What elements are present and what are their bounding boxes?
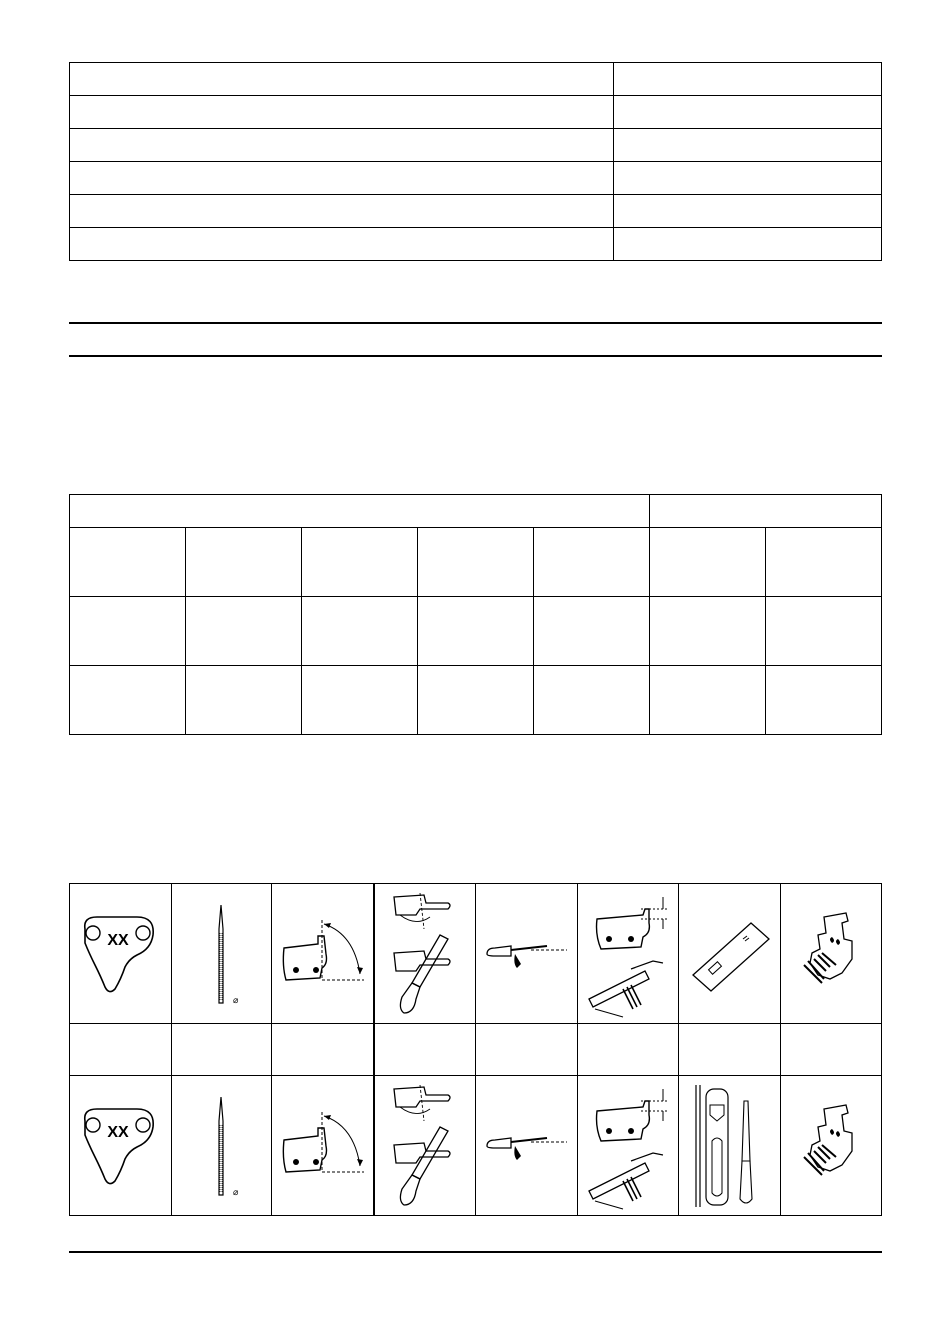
- table-cell: [679, 1076, 781, 1216]
- table-cell: [650, 597, 766, 666]
- file-holder-icon: [390, 1081, 460, 1211]
- table-cell: [475, 1076, 577, 1216]
- depth-gauge-icon: [583, 1081, 673, 1211]
- table-cell: [272, 1024, 374, 1076]
- column-header: [650, 528, 766, 597]
- table-cell: [475, 1024, 577, 1076]
- sharpening-tools-table: [69, 883, 882, 1216]
- table-cell: [679, 884, 781, 1024]
- filing-guide-icon: [796, 1101, 866, 1191]
- table-cell: [614, 228, 882, 261]
- table-cell: [70, 129, 614, 162]
- table-cell: [70, 597, 186, 666]
- table-row: [70, 63, 882, 96]
- table-row: [70, 195, 882, 228]
- table-cell: [70, 884, 172, 1024]
- gauge-marking: XX: [107, 931, 129, 949]
- table-cell: [780, 1024, 881, 1076]
- diameter-symbol: ⌀: [233, 1187, 239, 1198]
- table-header-row: [70, 528, 882, 597]
- table-cell: [70, 666, 186, 735]
- table-cell: [272, 884, 374, 1024]
- table-cell: [475, 884, 577, 1024]
- table-row: [70, 666, 882, 735]
- table-cell: [70, 162, 614, 195]
- table-row: [70, 884, 882, 1024]
- table-cell: [70, 1024, 172, 1076]
- section-rule-top: [69, 322, 882, 324]
- table-cell: [70, 96, 614, 129]
- footer-rule: [69, 1251, 882, 1253]
- gauge-marking: XX: [107, 1123, 129, 1141]
- table-cell: [302, 666, 418, 735]
- section-rule-bottom: [69, 355, 882, 357]
- table-cell: [374, 1076, 476, 1216]
- table-cell: [766, 597, 882, 666]
- table-cell: [577, 1076, 679, 1216]
- depth-gauge-tool-icon: [685, 909, 775, 999]
- table-row: [70, 162, 882, 195]
- column-header: [186, 528, 302, 597]
- table-cell: [186, 597, 302, 666]
- chain-gauge-icon: [75, 909, 165, 999]
- flat-file-icon: [690, 1081, 770, 1211]
- table-cell: [374, 1024, 476, 1076]
- table-cell: [780, 884, 881, 1024]
- table-cell: [766, 666, 882, 735]
- table-cell: [614, 162, 882, 195]
- chain-combination-table: [69, 494, 882, 735]
- round-file-icon: [191, 899, 251, 1009]
- table-row: [70, 129, 882, 162]
- group-header: [650, 495, 882, 528]
- table-cell: [577, 884, 679, 1024]
- table-cell: [534, 597, 650, 666]
- table-row: [70, 1076, 882, 1216]
- table-cell: [614, 96, 882, 129]
- top-plate-angle-icon: [278, 914, 368, 994]
- table-cell: [302, 597, 418, 666]
- file-handle-icon: [481, 924, 571, 984]
- table-cell: [374, 884, 476, 1024]
- table-row: [70, 96, 882, 129]
- table-cell: [186, 666, 302, 735]
- top-plate-angle-icon: [278, 1106, 368, 1186]
- table-cell: [70, 1076, 172, 1216]
- table-cell: [534, 666, 650, 735]
- table-cell: [70, 228, 614, 261]
- round-file-icon: [191, 1091, 251, 1201]
- column-header: [766, 528, 882, 597]
- table-cell: [780, 1076, 881, 1216]
- table-cell: [70, 63, 614, 96]
- table-cell: [614, 195, 882, 228]
- table-cell: [171, 884, 272, 1024]
- column-header: [302, 528, 418, 597]
- file-handle-icon: [481, 1116, 571, 1176]
- table-cell: [171, 1024, 272, 1076]
- chain-gauge-icon: [75, 1101, 165, 1191]
- table-row: [70, 597, 882, 666]
- table-cell: [577, 1024, 679, 1076]
- table-cell: [70, 195, 614, 228]
- table-cell: [418, 666, 534, 735]
- table-cell: [272, 1076, 374, 1216]
- column-header: [534, 528, 650, 597]
- table-header-row: [70, 495, 882, 528]
- group-header: [70, 495, 650, 528]
- column-header: [418, 528, 534, 597]
- table-row: [70, 1024, 882, 1076]
- table-row: [70, 228, 882, 261]
- depth-gauge-icon: [583, 889, 673, 1019]
- table-cell: [650, 666, 766, 735]
- table-cell: [171, 1076, 272, 1216]
- table-cell: [679, 1024, 781, 1076]
- specification-table: [69, 62, 882, 261]
- table-cell: [418, 597, 534, 666]
- filing-guide-icon: [796, 909, 866, 999]
- diameter-symbol: ⌀: [233, 995, 239, 1006]
- table-cell: [614, 63, 882, 96]
- column-header: [70, 528, 186, 597]
- file-holder-icon: [390, 889, 460, 1019]
- table-cell: [614, 129, 882, 162]
